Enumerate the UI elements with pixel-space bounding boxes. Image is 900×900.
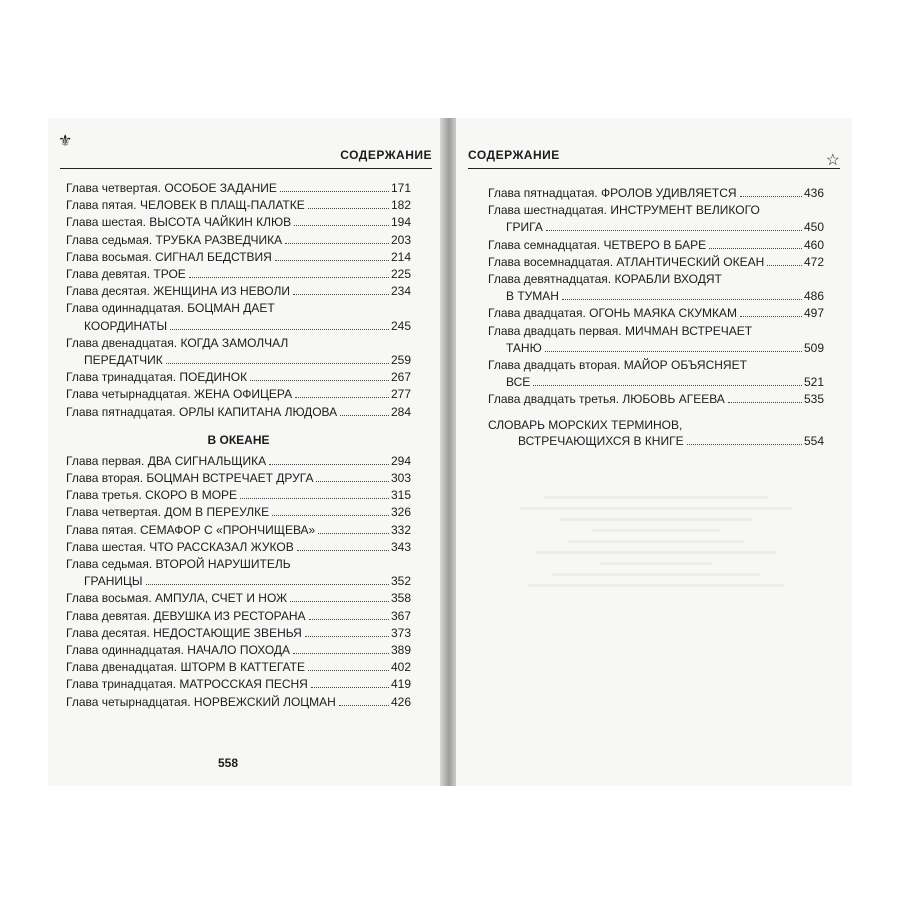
chapter-title: МАЙОР ОБЪЯСНЯЕТ bbox=[623, 358, 747, 373]
chapter-label: Глава девятая. bbox=[66, 267, 151, 282]
chapter-label: Глава пятнадцатая. bbox=[66, 404, 176, 419]
chapter-label: Глава пятнадцатая. bbox=[488, 186, 598, 200]
toc-entry-title bbox=[66, 539, 294, 556]
toc-entry-title bbox=[488, 202, 760, 219]
toc-entry bbox=[66, 470, 411, 487]
dot-leader bbox=[305, 636, 389, 637]
toc-entry-title bbox=[66, 676, 308, 693]
chapter-title: ВТОРОЙ НАРУШИТЕЛЬ bbox=[155, 557, 291, 572]
toc-entry-title bbox=[66, 642, 290, 659]
toc-entry-title bbox=[488, 271, 722, 288]
page-ref: 182 bbox=[390, 198, 411, 213]
dot-leader bbox=[709, 248, 802, 249]
chapter-title-continued: ГРАНИЦЫ bbox=[84, 574, 143, 589]
toc-entry-title bbox=[66, 197, 305, 214]
dot-leader bbox=[562, 299, 802, 300]
bleed-through-text bbox=[496, 488, 816, 748]
toc-entry-title bbox=[66, 386, 292, 403]
chapter-title: НАЧАЛО ПОХОДА bbox=[187, 643, 291, 658]
page-ref: 486 bbox=[803, 289, 824, 304]
dictionary-entry bbox=[488, 417, 824, 450]
chapter-title: ЖЕНЩИНА ИЗ НЕВОЛИ bbox=[153, 284, 290, 299]
page-ref: 450 bbox=[803, 220, 824, 235]
chapter-title-continued: ТАНЮ bbox=[506, 340, 542, 355]
chapter-title: ПОЕДИНОК bbox=[179, 370, 248, 385]
chapter-label: Глава третья. bbox=[66, 488, 142, 503]
dot-leader bbox=[340, 415, 389, 416]
toc-entry-title bbox=[66, 625, 302, 642]
toc-entry bbox=[66, 522, 411, 539]
toc-entry bbox=[66, 214, 411, 231]
dot-leader bbox=[250, 380, 389, 381]
chapter-label: Глава пятая. bbox=[66, 198, 137, 213]
toc-entry bbox=[488, 357, 824, 391]
toc-entry bbox=[488, 305, 824, 322]
chapter-title: ИНСТРУМЕНТ ВЕЛИКОГО bbox=[610, 203, 760, 218]
chapter-title-continued: КООРДИНАТЫ bbox=[84, 318, 168, 333]
fleur-de-lis-icon: ⚜ bbox=[58, 133, 73, 150]
chapter-label: Глава десятая. bbox=[66, 284, 150, 299]
chapter-label: Глава девятнадцатая. bbox=[488, 272, 612, 287]
toc-entry bbox=[66, 404, 411, 421]
page-ref: 267 bbox=[390, 370, 411, 385]
page-ref: 194 bbox=[390, 215, 411, 230]
page-ref: 521 bbox=[803, 375, 824, 390]
toc-entry bbox=[66, 556, 411, 590]
dot-leader bbox=[308, 208, 389, 209]
toc-entry-title bbox=[488, 237, 706, 254]
toc-entry-title bbox=[66, 608, 306, 625]
toc-entry-title bbox=[66, 522, 315, 539]
page-ref: 303 bbox=[390, 471, 411, 486]
dot-leader bbox=[240, 498, 389, 499]
toc-entry bbox=[488, 323, 824, 357]
chapter-label: Глава четырнадцатая. bbox=[66, 387, 191, 402]
chapter-title: ОСОБОЕ ЗАДАНИЕ bbox=[164, 181, 277, 195]
chapter-label: Глава одиннадцатая. bbox=[66, 643, 184, 658]
section-title: В ОКЕАНЕ bbox=[207, 432, 270, 447]
chapter-title: ЧЕТВЕРО В БАРЕ bbox=[603, 237, 707, 252]
toc-entry bbox=[66, 504, 411, 521]
table-of-contents bbox=[488, 185, 824, 449]
toc-entry bbox=[488, 391, 824, 408]
page-ref: 535 bbox=[803, 392, 824, 407]
page-ref: 284 bbox=[390, 404, 411, 419]
left-page bbox=[48, 118, 444, 786]
toc-entry bbox=[66, 300, 411, 334]
table-of-contents bbox=[66, 180, 411, 711]
toc-entry bbox=[66, 249, 411, 266]
toc-entry bbox=[66, 590, 411, 607]
toc-entry bbox=[488, 185, 824, 202]
chapter-label: Глава седьмая. bbox=[66, 232, 153, 247]
dot-leader bbox=[740, 316, 802, 317]
chapter-label: Глава вторая. bbox=[66, 471, 144, 486]
page-ref: 225 bbox=[390, 267, 411, 282]
page-number: 558 bbox=[218, 756, 239, 770]
page-ref: 277 bbox=[390, 387, 411, 402]
toc-entry-title bbox=[66, 504, 269, 521]
toc-entry-title bbox=[66, 180, 277, 197]
chapter-label: Глава четырнадцатая. bbox=[66, 694, 191, 709]
toc-entry-title bbox=[488, 254, 764, 271]
page-ref: 426 bbox=[390, 694, 411, 709]
chapter-title: АТЛАНТИЧЕСКИЙ ОКЕАН bbox=[616, 254, 765, 269]
toc-entry bbox=[488, 271, 824, 305]
toc-entry bbox=[488, 254, 824, 271]
chapter-title: ДЕВУШКА ИЗ РЕСТОРАНА bbox=[153, 608, 306, 623]
toc-entry bbox=[66, 197, 411, 214]
page-ref: 402 bbox=[390, 660, 411, 675]
dot-leader bbox=[767, 265, 802, 266]
chapter-label: Глава девятая. bbox=[66, 608, 151, 623]
dot-leader bbox=[269, 464, 389, 465]
page-ref: 343 bbox=[390, 539, 411, 554]
dot-leader bbox=[545, 351, 802, 352]
dot-leader bbox=[316, 481, 389, 482]
toc-entry-title bbox=[488, 357, 747, 374]
chapter-title: АМПУЛА, СЧЕТ И НОЖ bbox=[155, 591, 288, 606]
chapter-title: ЛЮБОВЬ АГЕЕВА bbox=[622, 392, 725, 407]
toc-entry bbox=[66, 283, 411, 300]
dot-leader bbox=[740, 196, 802, 197]
toc-entry-title bbox=[66, 249, 272, 266]
page-ref: 419 bbox=[390, 677, 411, 692]
dot-leader bbox=[308, 670, 389, 671]
page-ref: 203 bbox=[390, 232, 411, 247]
chapter-title: ФРОЛОВ УДИВЛЯЕТСЯ bbox=[601, 186, 737, 200]
dot-leader bbox=[294, 225, 389, 226]
dot-leader bbox=[546, 230, 802, 231]
dot-leader bbox=[170, 329, 389, 330]
toc-entry-title bbox=[488, 391, 725, 408]
dot-leader bbox=[533, 385, 802, 386]
chapter-title: БОЦМАН ДАЕТ bbox=[187, 301, 275, 316]
page-ref: 294 bbox=[390, 453, 411, 468]
chapter-title-continued: ГРИГА bbox=[506, 220, 543, 235]
page-ref: 326 bbox=[390, 505, 411, 520]
chapter-title: СКОРО В МОРЕ bbox=[145, 488, 238, 503]
page-header bbox=[60, 148, 432, 169]
toc-entry bbox=[66, 608, 411, 625]
page-ref: 259 bbox=[390, 353, 411, 368]
chapter-title: КОРАБЛИ ВХОДЯТ bbox=[614, 272, 722, 287]
chapter-label: Глава шестая. bbox=[66, 215, 146, 230]
chapter-label: Глава семнадцатая. bbox=[488, 237, 601, 252]
dictionary-title-line2: ВСТРЕЧАЮЩИХСЯ В КНИГЕ bbox=[518, 434, 684, 449]
dot-leader bbox=[293, 294, 389, 295]
chapter-label: Глава одиннадцатая. bbox=[66, 301, 184, 316]
toc-entry-title bbox=[66, 590, 287, 607]
toc-entry-title bbox=[66, 556, 291, 573]
dot-leader bbox=[146, 584, 389, 585]
chapter-title: ШТОРМ В КАТТЕГАТЕ bbox=[180, 660, 305, 675]
toc-entry-title bbox=[66, 659, 305, 676]
dictionary-page: 554 bbox=[803, 434, 824, 449]
toc-entry-title bbox=[66, 470, 313, 487]
dot-leader bbox=[280, 191, 389, 192]
chapter-label: Глава двенадцатая. bbox=[66, 660, 178, 675]
toc-entry bbox=[66, 539, 411, 556]
toc-entry bbox=[66, 487, 411, 504]
page-ref: 367 bbox=[390, 608, 411, 623]
toc-entry-title bbox=[66, 694, 336, 711]
toc-entry bbox=[66, 232, 411, 249]
toc-entry-title bbox=[66, 300, 275, 317]
toc-entry-title bbox=[66, 283, 290, 300]
dot-leader bbox=[311, 687, 389, 688]
chapter-title: МАТРОССКАЯ ПЕСНЯ bbox=[179, 677, 308, 692]
toc-entry bbox=[66, 625, 411, 642]
chapter-title: ЧЕЛОВЕК В ПЛАЩ-ПАЛАТКЕ bbox=[139, 198, 305, 213]
chapter-label: Глава двадцать вторая. bbox=[488, 358, 621, 373]
chapter-title: БОЦМАН ВСТРЕЧАЕТ ДРУГА bbox=[146, 471, 314, 486]
toc-entry-title bbox=[488, 305, 737, 322]
toc-entry-title bbox=[66, 487, 237, 504]
dot-leader bbox=[272, 515, 389, 516]
toc-entry bbox=[66, 335, 411, 369]
page-ref: 358 bbox=[390, 591, 411, 606]
toc-entry bbox=[66, 386, 411, 403]
dot-leader bbox=[285, 243, 389, 244]
dot-leader bbox=[339, 705, 389, 706]
dot-leader bbox=[728, 402, 802, 403]
chapter-label: Глава восьмая. bbox=[66, 591, 152, 606]
chapter-title-continued: ПЕРЕДАТЧИК bbox=[84, 353, 163, 368]
header-title: СОДЕРЖАНИЕ bbox=[340, 148, 432, 162]
toc-entry-title bbox=[66, 266, 186, 283]
header-title: СОДЕРЖАНИЕ bbox=[468, 148, 560, 162]
toc-entry-title bbox=[66, 335, 288, 352]
chapter-title: ЖЕНА ОФИЦЕРА bbox=[193, 387, 293, 402]
page-ref: 497 bbox=[803, 306, 824, 321]
star-icon: ☆ bbox=[825, 152, 840, 169]
chapter-title: СИГНАЛ БЕДСТВИЯ bbox=[155, 249, 272, 264]
dot-leader bbox=[297, 550, 389, 551]
toc-entry bbox=[488, 202, 824, 236]
toc-entry-title bbox=[66, 232, 282, 249]
chapter-title: КОГДА ЗАМОЛЧАЛ bbox=[180, 335, 289, 350]
toc-entry-title bbox=[488, 323, 752, 340]
dot-leader bbox=[275, 260, 389, 261]
chapter-label: Глава шестнадцатая. bbox=[488, 203, 607, 218]
chapter-label: Глава восемнадцатая. bbox=[488, 254, 614, 269]
toc-entry bbox=[66, 180, 411, 197]
page-ref: 245 bbox=[390, 318, 411, 333]
page-ref: 352 bbox=[390, 574, 411, 589]
page-ref: 214 bbox=[390, 249, 411, 264]
page-ref: 389 bbox=[390, 643, 411, 658]
page-ref: 171 bbox=[390, 181, 411, 195]
toc-entry bbox=[66, 676, 411, 693]
dot-leader bbox=[293, 653, 389, 654]
chapter-title: ЧТО РАССКАЗАЛ ЖУКОВ bbox=[149, 539, 294, 554]
chapter-label: Глава двадцатая. bbox=[488, 306, 586, 321]
chapter-label: Глава четвертая. bbox=[66, 181, 161, 195]
toc-entry bbox=[488, 237, 824, 254]
chapter-label: Глава четвертая. bbox=[66, 505, 161, 520]
chapter-title: НОРВЕЖСКИЙ ЛОЦМАН bbox=[193, 694, 336, 709]
chapter-title: МИЧМАН ВСТРЕЧАЕТ bbox=[624, 323, 753, 338]
page-ref: 332 bbox=[390, 522, 411, 537]
chapter-label: Глава двадцать третья. bbox=[488, 392, 620, 407]
chapter-label: Глава десятая. bbox=[66, 625, 150, 640]
chapter-title-continued: ВСЕ bbox=[506, 375, 531, 390]
chapter-title-continued: В ТУМАН bbox=[506, 289, 559, 304]
chapter-title: ОГОНЬ МАЯКА СКУМКАМ bbox=[589, 306, 737, 321]
page-header bbox=[468, 148, 840, 169]
dot-leader bbox=[687, 444, 802, 445]
dot-leader bbox=[295, 397, 389, 398]
dot-leader bbox=[290, 601, 389, 602]
toc-entry bbox=[66, 642, 411, 659]
chapter-title: НЕДОСТАЮЩИЕ ЗВЕНЬЯ bbox=[153, 625, 302, 640]
page-ref: 460 bbox=[803, 237, 824, 252]
chapter-label: Глава пятая. bbox=[66, 522, 137, 537]
toc-entry-title bbox=[488, 185, 737, 202]
right-page bbox=[456, 118, 852, 786]
chapter-title: ДОМ В ПЕРЕУЛКЕ bbox=[164, 505, 270, 520]
chapter-label: Глава тринадцатая. bbox=[66, 677, 177, 692]
toc-entry-title bbox=[66, 453, 266, 470]
chapter-label: Глава двадцать первая. bbox=[488, 323, 622, 338]
page-ref: 373 bbox=[390, 625, 411, 640]
dot-leader bbox=[318, 533, 389, 534]
page-ref: 234 bbox=[390, 284, 411, 299]
chapter-title: ТРОЕ bbox=[153, 267, 186, 282]
dictionary-title-line1: СЛОВАРЬ МОРСКИХ ТЕРМИНОВ, bbox=[488, 417, 683, 432]
chapter-title: ДВА СИГНАЛЬЩИКА bbox=[147, 453, 267, 468]
toc-entry bbox=[66, 659, 411, 676]
chapter-label: Глава шестая. bbox=[66, 539, 146, 554]
page-ref: 436 bbox=[803, 186, 824, 200]
chapter-label: Глава седьмая. bbox=[66, 557, 153, 572]
dot-leader bbox=[189, 277, 389, 278]
chapter-title: ТРУБКА РАЗВЕДЧИКА bbox=[155, 232, 283, 247]
chapter-title: ВЫСОТА ЧАЙКИН КЛЮВ bbox=[149, 215, 292, 230]
chapter-title: СЕМАФОР С «ПРОНЧИЩЕВА» bbox=[139, 522, 316, 537]
dot-leader bbox=[166, 363, 389, 364]
toc-entry bbox=[66, 453, 411, 470]
page-ref: 509 bbox=[803, 340, 824, 355]
chapter-label: Глава восьмая. bbox=[66, 249, 152, 264]
dot-leader bbox=[309, 619, 389, 620]
toc-entry bbox=[66, 694, 411, 711]
chapter-label: Глава двенадцатая. bbox=[66, 335, 178, 350]
toc-entry bbox=[66, 369, 411, 386]
toc-entry-title bbox=[66, 369, 247, 386]
toc-entry bbox=[66, 266, 411, 283]
chapter-label: Глава тринадцатая. bbox=[66, 370, 177, 385]
chapter-title: ОРЛЫ КАПИТАНА ЛЮДОВА bbox=[179, 404, 338, 419]
toc-entry-title bbox=[66, 214, 291, 231]
chapter-label: Глава первая. bbox=[66, 453, 145, 468]
page-ref: 472 bbox=[803, 254, 824, 269]
toc-entry-title bbox=[66, 404, 337, 421]
page-ref: 315 bbox=[390, 488, 411, 503]
